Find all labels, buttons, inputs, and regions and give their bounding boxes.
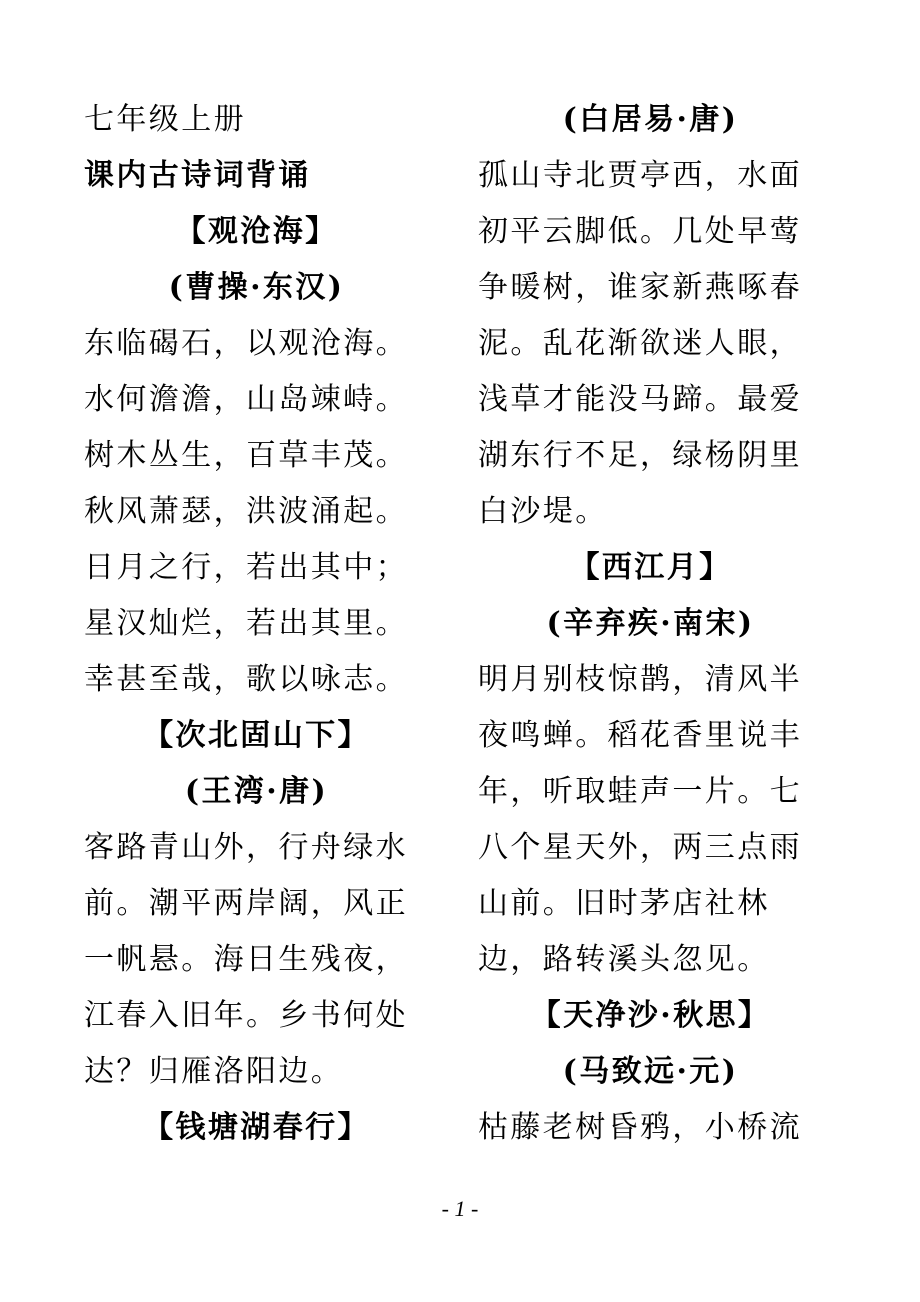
- poem-heading: 【次北固山下】: [143, 718, 370, 753]
- text-line: 年，听取蛙声一片。七: [478, 774, 802, 809]
- text-line: 客路青山外，行舟绿水: [84, 830, 408, 865]
- poem-heading: 【西江月】: [569, 550, 732, 585]
- text-line: 湖东行不足，绿杨阴里: [478, 438, 802, 473]
- text-line: 江春入旧年。乡书何处: [84, 998, 408, 1033]
- page-number: - 1 -: [441, 1196, 479, 1221]
- text-line: 泥。乱花渐欲迷人眼，: [478, 326, 802, 361]
- text-line: 白沙堤。: [478, 494, 608, 529]
- text-line: 水何澹澹，山岛竦峙。: [84, 382, 408, 417]
- text-line: 初平云脚低。几处早莺: [478, 214, 802, 249]
- poem-heading: (曹操·东汉): [168, 270, 345, 305]
- poem-heading: 【钱塘湖春行】: [143, 1110, 370, 1145]
- text-line: 东临碣石，以观沧海。: [84, 326, 408, 361]
- text-line: 枯藤老树昏鸦，小桥流: [478, 1110, 802, 1145]
- poem-heading: 【观沧海】: [175, 214, 338, 249]
- text-line: 前。潮平两岸阔，风正: [84, 886, 408, 921]
- right-column: [478, 92, 823, 1156]
- text-line: 日月之行，若出其中；: [84, 550, 408, 585]
- poem-heading: (王湾·唐): [184, 774, 329, 809]
- text-line: 山前。旧时茅店社林: [478, 886, 770, 921]
- text-line: 边，路转溪头忽见。: [478, 942, 770, 977]
- text-line: 孤山寺北贾亭西，水面: [478, 158, 802, 193]
- text-line: 七年级上册: [84, 102, 246, 137]
- poem-heading: (马致远·元): [562, 1054, 739, 1089]
- text-line: 八个星天外，两三点雨: [478, 830, 802, 865]
- left-column: [84, 92, 429, 1156]
- text-line: 争暖树，谁家新燕啄春: [478, 270, 802, 305]
- text-line: 浅草才能没马蹄。最爱: [478, 382, 802, 417]
- text-line: 秋风萧瑟，洪波涌起。: [84, 494, 408, 529]
- poem-heading: 【天净沙·秋思】: [530, 998, 771, 1033]
- poem-heading: (辛弃疾·南宋): [546, 606, 755, 641]
- text-line: 夜鸣蝉。稻花香里说丰: [478, 718, 802, 753]
- text-line: 幸甚至哉，歌以咏志。: [84, 662, 408, 697]
- text-line: 明月别枝惊鹊，清风半: [478, 662, 802, 697]
- poem-heading: (白居易·唐): [562, 102, 739, 137]
- text-line: 树木丛生，百草丰茂。: [84, 438, 408, 473]
- text-line: 星汉灿烂，若出其里。: [84, 606, 408, 641]
- section-heading: 课内古诗词背诵: [84, 158, 311, 193]
- text-line: 一帆悬。海日生残夜，: [84, 942, 408, 977]
- text-line: 达？归雁洛阳边。: [84, 1054, 344, 1089]
